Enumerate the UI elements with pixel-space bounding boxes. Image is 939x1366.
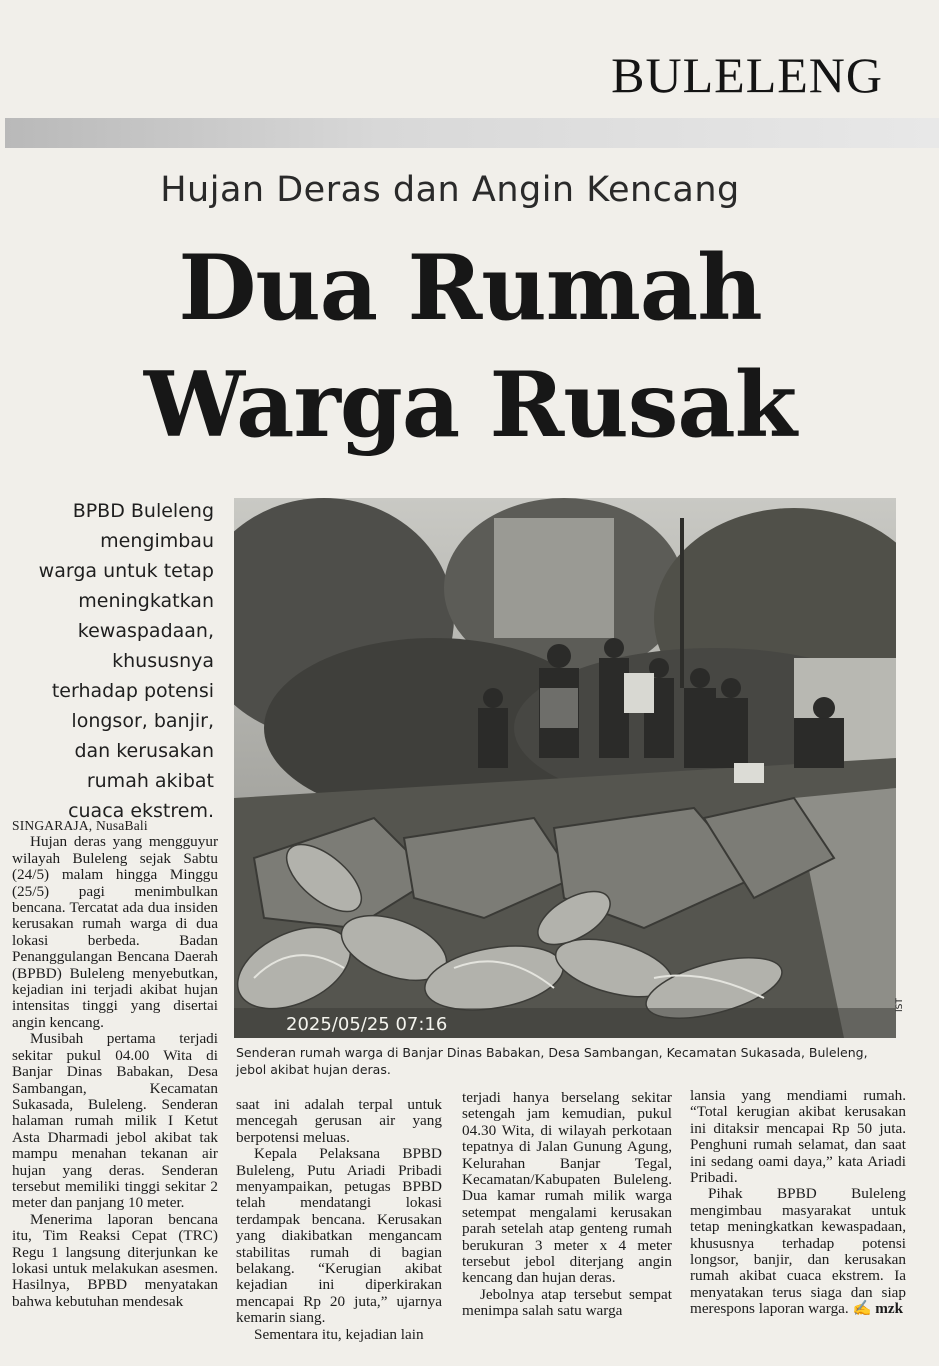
section-label: BULELENG: [611, 47, 883, 103]
body-paragraph: Hujan deras yang mengguyur wilayah Buleleng sejak Sabtu (24/5) malam hingga Minggu (25/5) pagi menimbulkan bencana. Tercatat ada dua insiden kerusakan rumah warga di dua lokasi berbeda. Badan Penanggulangan Bencana Daerah (BPBD) Buleleng menyebutkan, kejadian ini terjadi akibat hujan intensitas tinggi yang disertai angin kencang.: [12, 833, 218, 1031]
lead-line: dan kerusakan: [74, 740, 214, 762]
lead-line: kewaspadaan,: [77, 620, 214, 642]
body-column-4: [690, 1088, 906, 1318]
lead-line: meningkatkan: [78, 590, 214, 612]
lead-line: warga untuk tetap: [38, 560, 214, 582]
headline-line-1: Dua Rumah: [178, 235, 762, 341]
photo-caption: Senderan rumah warga di Banjar Dinas Babakan, Desa Sambangan, Kecamatan Sukasada, Buleleng, jebol akibat hujan deras.: [236, 1045, 868, 1077]
lead-line: terhadap potensi: [51, 680, 214, 702]
body-column-2: [236, 1097, 442, 1343]
author-signoff: mzk: [875, 1300, 904, 1318]
body-paragraph: saat ini adalah terpal untuk mencegah gerusan air yang berpotensi meluas.: [236, 1096, 442, 1146]
dateline: SINGARAJA, NusaBali: [12, 818, 148, 833]
section-rule-bar: [5, 118, 939, 148]
kicker: Hujan Deras dan Angin Kencang: [160, 170, 740, 210]
body-column-3: [462, 1090, 672, 1320]
body-paragraph: Menerima laporan bencana itu, Tim Reaksi Cepat (TRC) Regu 1 langsung diterjunkan ke lokasi untuk melakukan asesmen. Hasilnya, BPBD menyatakan bahwa kebutuhan mendesak: [12, 1210, 218, 1310]
body-paragraph: Kepala Pelaksana BPBD Buleleng, Putu Ariadi Pribadi menyampaikan, petugas BPBD telah mendatangi lokasi terdampak bencana. Kerusakan yang diakibatkan mengancam stabilitas rumah di bagian belakang. “Kerugian akibat kejadian ini diperkirakan mencapai Rp 20 juta,” ujarnya kemarin siang.: [236, 1145, 442, 1327]
headline-line-2: Warga Rusak: [143, 352, 797, 458]
photo-illustration: [234, 498, 896, 1038]
author-mark-icon: ✍: [852, 1300, 872, 1318]
photo-credit: IST: [895, 998, 905, 1012]
lead-line: rumah akibat: [86, 770, 214, 792]
body-paragraph: terjadi hanya berselang sekitar setengah jam kemudian, pukul 04.30 Wita, di wilayah perkotaan tepatnya di Jalan Gunung Agung, Kelurahan Banjar Tegal, Kecamatan/Kabupaten Buleleng. Dua kamar rumah milik warga setempat mengalami kerusakan parah setelah atap genteng rumah berukuran 3 meter x 4 meter tersebut jebol diterjang angin kencang dan hujan deras.: [462, 1089, 672, 1287]
body-paragraph: lansia yang mendiami rumah. “Total kerugian akibat kerusakan ini ditaksir mencapai Rp 50 juta. Penghuni rumah selamat, dan saat ini sedang oami daya,” kata Ariadi Pribadi.: [690, 1087, 906, 1187]
body-column-1: [12, 818, 218, 1310]
body-paragraph: Jebolnya atap tersebut sempat menimpa salah satu warga: [462, 1285, 672, 1320]
lead-line: khususnya: [112, 650, 214, 672]
lead-paragraph: [10, 496, 214, 826]
lead-line: longsor, banjir,: [71, 710, 214, 732]
body-paragraph: Musibah pertama terjadi sekitar pukul 04.00 Wita di Banjar Dinas Babakan, Desa Sambangan, Kecamatan Sukasada, Buleleng. Senderan halaman rumah milik I Ketut Asta Dharmadi jebol akibat tak mampu menahan tekanan air hujan yang deras. Senderan tersebut memiliki tinggi sekitar 2 meter dan panjang 10 meter.: [12, 1030, 218, 1212]
lead-line: cuaca ekstrem.: [68, 800, 214, 822]
news-photo: [234, 498, 896, 1038]
body-paragraph: Sementara itu, kejadian lain: [254, 1325, 424, 1343]
lead-line: mengimbau: [100, 530, 214, 552]
body-paragraph: [690, 1186, 906, 1317]
lead-line: BPBD Buleleng: [72, 500, 214, 522]
photo-timestamp: 2025/05/25 07:16: [286, 1014, 448, 1035]
closing-text: Pihak BPBD Buleleng mengimbau masyarakat untuk tetap meningkatkan kewaspadaan, khususnya terhadap potensi longsor, banjir, dan kerusakan rumah akibat cuaca ekstrem. Ia menyatakan terus siaga dan siap merespons laporan warga.: [690, 1185, 906, 1318]
